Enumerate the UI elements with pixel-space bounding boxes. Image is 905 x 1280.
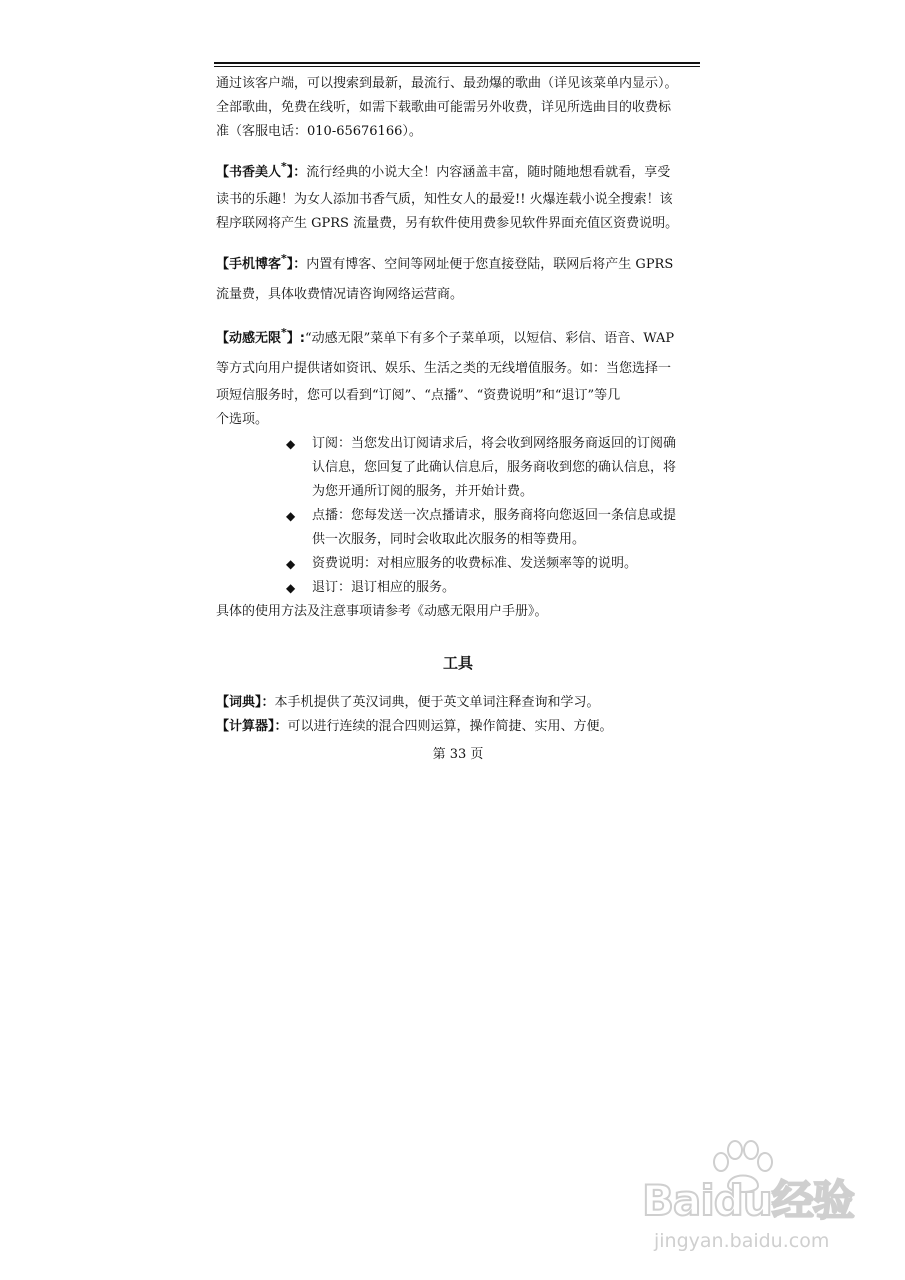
service-bullet-list	[216, 432, 700, 600]
watermark-brand: Baidu经验	[642, 1176, 854, 1225]
shuxiang-line-3: 程序联网将产生 GPRS 流量费，另有软件使用费参见软件界面充值区资费说明。	[216, 216, 679, 231]
dongan-line-3: 项短信服务时，您可以看到“订阅”、“点播”、“资费说明”和“退订”等几	[216, 388, 621, 403]
shuxiang-line-1: 【书香美人*】：流行经典的小说大全！内容涵盖丰富，随时随地想看就看，享受	[216, 160, 671, 180]
bullet-item-pricing: ◆ 资费说明：对相应服务的收费标准、发送频率等的说明。	[286, 552, 700, 576]
closing-note: 具体的使用方法及注意事项请参考《动感无限用户手册》。	[216, 604, 548, 619]
dongan-line-1: 【动感无限*】:“动感无限”菜单下有多个子菜单项，以短信、彩信、语音、WAP	[216, 326, 675, 346]
diamond-bullet-icon: ◆	[286, 437, 296, 451]
intro-paragraph	[216, 72, 700, 144]
dongan-section	[216, 324, 700, 432]
baidu-jingyan-watermark	[630, 1140, 870, 1260]
watermark-site: jingyan.baidu.com	[654, 1230, 830, 1252]
header-rule-thick	[214, 62, 700, 64]
shuxiang-section	[216, 158, 700, 236]
dongan-line-4: 个选项。	[216, 412, 269, 427]
intro-line: 准（客服电话：010-65676166）。	[216, 124, 422, 139]
bullet-item-unsubscribe: ◆ 退订：退订相应的服务。	[286, 576, 700, 600]
bullet-item-ondemand: ◆ 点播：您每发送一次点播请求，服务商将向您返回一条信息或提 供一次服务，同时会收取此次服务的相等费用。	[286, 504, 700, 552]
shuxiang-line-2: 读书的乐趣！为女人添加书香气质，知性女人的最爱!! 火爆连载小说全搜索！该	[216, 192, 673, 207]
boke-tag: 【手机博客*】：	[216, 252, 307, 272]
intro-line: 全部歌曲，免费在线听，如需下载歌曲可能需另外收费，详见所选曲目的收费标	[216, 100, 672, 115]
bullet-item-subscribe: ◆ 订阅：当您发出订阅请求后，将会收到网络服务商返回的订阅确 认信息，您回复了此确认信息后，服务商收到您的确认信息，将 为您开通所订阅的服务，并开始计费。	[286, 432, 700, 504]
dongan-tag: 【动感无限*】:	[216, 326, 305, 346]
diamond-bullet-icon: ◆	[286, 557, 296, 571]
diamond-bullet-icon: ◆	[286, 509, 296, 523]
dongan-line-2: 等方式向用户提供诸如资讯、娱乐、生活之类的无线增值服务。如：当您选择一	[216, 361, 672, 376]
document-page	[216, 72, 700, 767]
page-number: 第 33 页	[432, 747, 484, 762]
jisuanqi-line: 【计算器】：可以进行连续的混合四则运算，操作简捷、实用、方便。	[216, 719, 613, 734]
shuxiang-tag: 【书香美人*】：	[216, 160, 307, 180]
header-rule-thin	[214, 66, 700, 67]
jisuanqi-tag: 【计算器】：	[216, 719, 288, 734]
tools-heading: 工具	[442, 654, 473, 672]
boke-section	[216, 250, 700, 310]
boke-line-2: 流量费，具体收费情况请咨询网络运营商。	[216, 287, 464, 302]
cidian-tag: 【词典】：	[216, 695, 275, 710]
intro-line: 通过该客户端，可以搜索到最新，最流行、最劲爆的歌曲（详见该菜单内显示）。	[216, 76, 678, 91]
cidian-line: 【词典】：本手机提供了英汉词典，便于英文单词注释查询和学习。	[216, 695, 600, 710]
boke-line-1: 【手机博客*】：内置有博客、空间等网址便于您直接登陆，联网后将产生 GPRS	[216, 252, 674, 272]
diamond-bullet-icon: ◆	[286, 581, 296, 595]
